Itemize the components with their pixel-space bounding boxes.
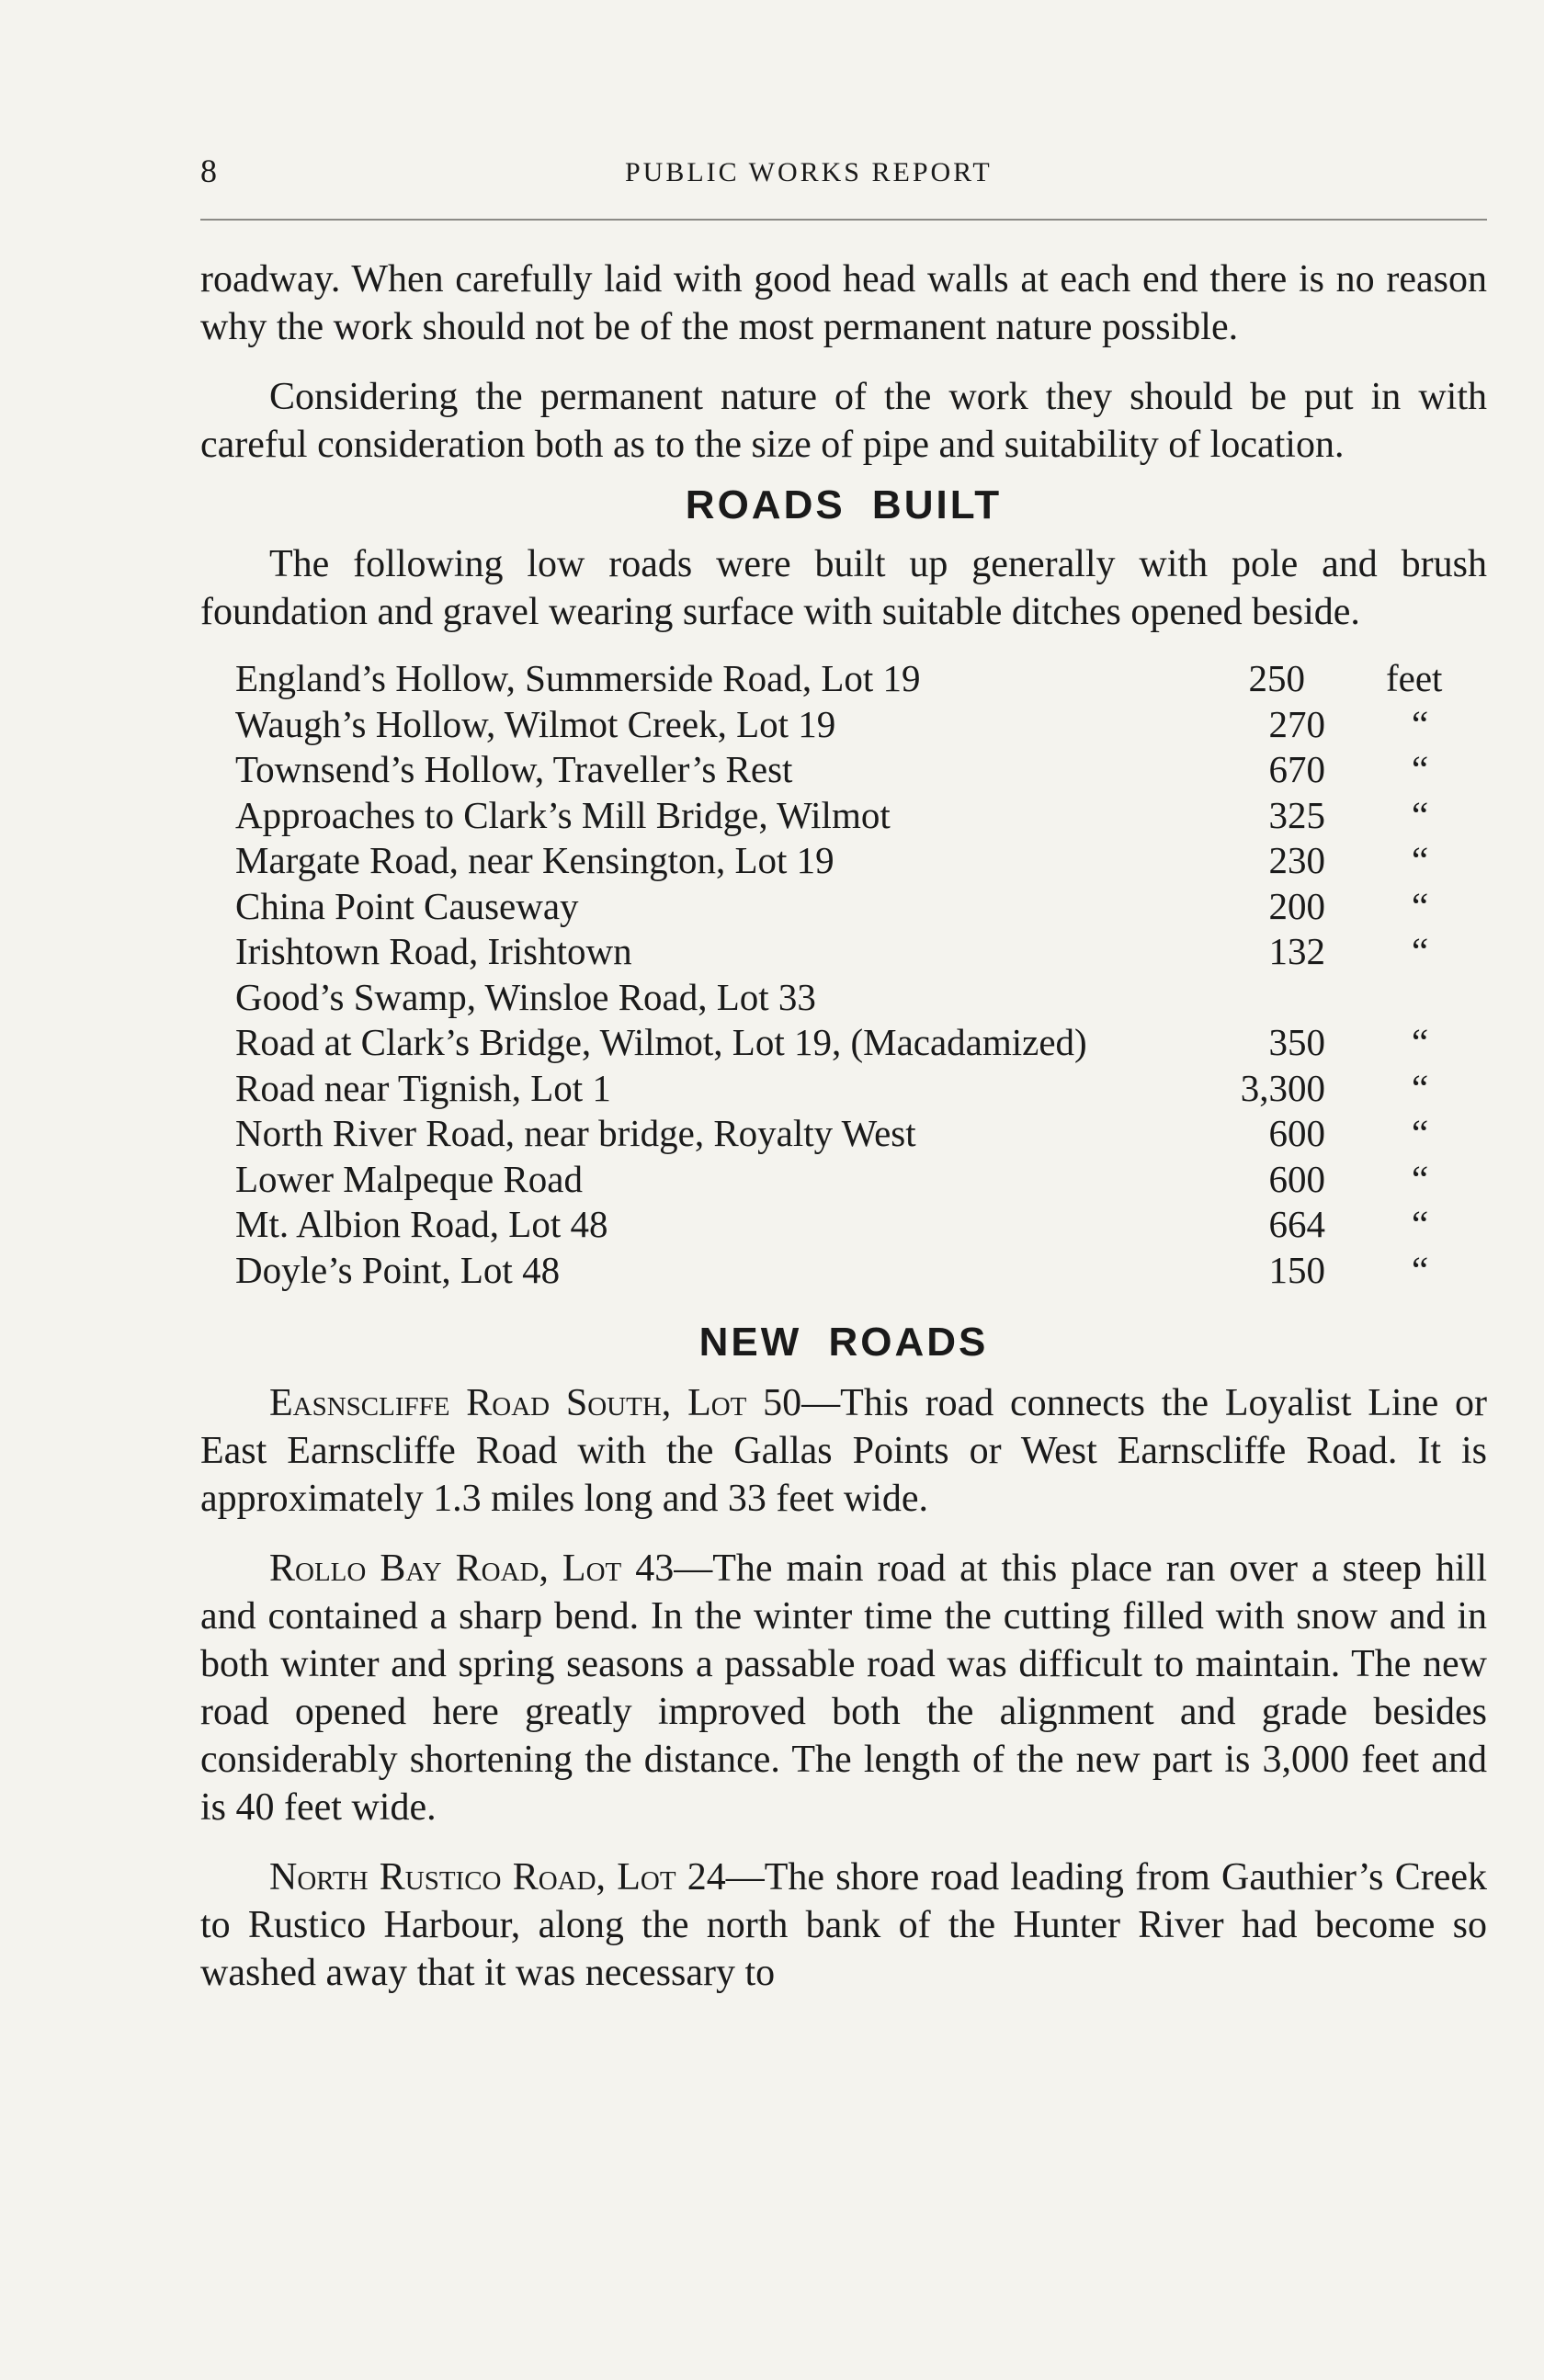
road-row xyxy=(200,975,1487,1021)
new-road-description: —This road connects the Loyalist Line or East Earnscliffe Road with the Gallas Points or West Earnscliffe Road. It is approximately 1.3 miles long and 33 feet wide. xyxy=(200,1382,1487,1520)
road-name: North River Road, near bridge, Royalty West xyxy=(235,1112,916,1154)
road-name: Doyle’s Point, Lot 48 xyxy=(235,1248,561,1291)
new-road-description: —The main road at this place ran over a steep hill and contained a sharp bend. In the winter time the cutting filled with snow and in both winter and spring seasons a passable road was difficult to maintain. The new road opened here greatly improved both the alignment and grade besides considerably shortening the distance. The length of the new part is 3,000 feet and is 40 feet wide. xyxy=(200,1547,1487,1829)
road-length: 670 xyxy=(1268,748,1325,790)
road-row xyxy=(200,1248,1487,1294)
road-name: England’s Hollow, Summerside Road, Lot 19 xyxy=(235,657,921,699)
new-road-description: —The shore road leading from Gauthier’s Creek to Rustico Harbour, along the north bank of the Hunter River had become so washed away that it was necessary to xyxy=(200,1856,1487,1994)
road-length: 150 xyxy=(1268,1248,1325,1291)
road-length: 600 xyxy=(1268,1112,1325,1154)
road-length: 250 xyxy=(1248,657,1305,699)
road-length-unit: “ xyxy=(1412,884,1429,927)
road-name: Approaches to Clark’s Mill Bridge, Wilmot xyxy=(235,793,891,836)
road-row xyxy=(200,702,1487,748)
road-length: 325 xyxy=(1268,793,1325,836)
road-row xyxy=(200,884,1487,930)
new-road-title: Easnscliffe Road South, Lot 50 xyxy=(269,1382,802,1424)
new-road-paragraph xyxy=(200,1853,1487,1997)
new-road-paragraph xyxy=(200,1545,1487,1831)
road-row xyxy=(200,1020,1487,1066)
roads-built-list xyxy=(200,656,1487,1293)
road-length-unit: “ xyxy=(1412,1066,1429,1109)
road-name: Townsend’s Hollow, Traveller’s Rest xyxy=(235,748,793,790)
road-length-unit: “ xyxy=(1412,1021,1429,1063)
intro-paragraph-1: roadway. When carefully laid with good head walls at each end there is no reason why the work should not be of the most permanent nature possible. xyxy=(200,258,1487,348)
road-name: China Point Causeway xyxy=(235,884,579,927)
body-text xyxy=(200,255,1487,1997)
road-length: 132 xyxy=(1268,930,1325,972)
new-road-paragraph xyxy=(200,1379,1487,1523)
roads-built-intro: The following low roads were built up generally with pole and brush foundation and gravel wearing surface with suitable ditches opened beside. xyxy=(200,543,1487,633)
road-length-unit: “ xyxy=(1412,1112,1429,1154)
road-length: 350 xyxy=(1268,1021,1325,1063)
road-length: 270 xyxy=(1268,702,1325,745)
road-name: Road at Clark’s Bridge, Wilmot, Lot 19, (Macadamized) xyxy=(235,1021,1087,1063)
road-length-unit: “ xyxy=(1412,793,1429,836)
road-row xyxy=(200,747,1487,793)
new-road-title: Rollo Bay Road, Lot 43 xyxy=(269,1547,675,1590)
new-roads-list xyxy=(200,1379,1487,1997)
road-name: Mt. Albion Road, Lot 48 xyxy=(235,1203,608,1245)
road-length-unit: “ xyxy=(1412,930,1429,972)
road-length: 3,300 xyxy=(1240,1066,1325,1109)
page-number: 8 xyxy=(200,153,217,189)
road-name: Lower Malpeque Road xyxy=(235,1157,583,1200)
road-length: 200 xyxy=(1268,884,1325,927)
roads-built-heading: ROADS BUILT xyxy=(685,482,1003,527)
header-rule xyxy=(200,219,1487,221)
road-length-unit: “ xyxy=(1412,702,1429,745)
road-name: Waugh’s Hollow, Wilmot Creek, Lot 19 xyxy=(235,702,836,745)
road-length-unit: “ xyxy=(1412,1157,1429,1200)
new-roads-heading: NEW ROADS xyxy=(698,1320,989,1365)
road-length-unit: “ xyxy=(1412,748,1429,790)
road-row xyxy=(200,929,1487,975)
road-row xyxy=(200,1111,1487,1157)
road-row xyxy=(200,1202,1487,1248)
intro-paragraph-2: Considering the permanent nature of the work they should be put in with careful consideration both as to the size of pipe and suitability of location. xyxy=(200,376,1487,466)
road-length: 230 xyxy=(1268,839,1325,881)
new-road-title: North Rustico Road, Lot 24 xyxy=(269,1856,726,1898)
road-length: 600 xyxy=(1268,1157,1325,1200)
road-name: Margate Road, near Kensington, Lot 19 xyxy=(235,839,834,881)
road-length: 664 xyxy=(1268,1203,1325,1245)
road-length-unit: “ xyxy=(1412,839,1429,881)
road-name: Irishtown Road, Irishtown xyxy=(235,930,632,972)
road-name: Good’s Swamp, Winsloe Road, Lot 33 xyxy=(235,975,816,1018)
road-row xyxy=(200,793,1487,839)
road-length-unit: feet xyxy=(1386,657,1443,699)
road-row xyxy=(200,1157,1487,1203)
road-row xyxy=(200,1066,1487,1112)
road-row xyxy=(200,838,1487,884)
running-title: PUBLIC WORKS REPORT xyxy=(625,157,993,187)
road-row xyxy=(200,656,1487,702)
road-name: Road near Tignish, Lot 1 xyxy=(235,1066,611,1109)
road-length-unit: “ xyxy=(1412,1203,1429,1245)
road-length-unit: “ xyxy=(1412,1248,1429,1291)
